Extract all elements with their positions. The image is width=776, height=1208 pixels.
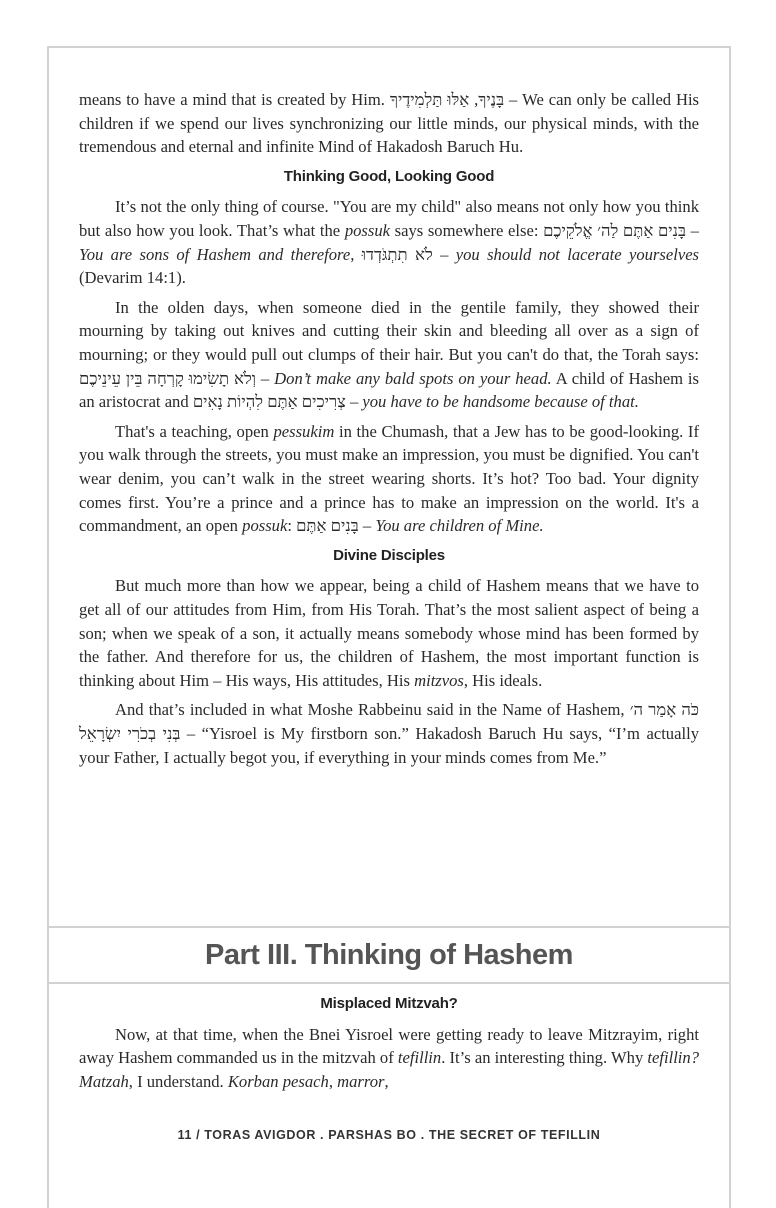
text-run: Now, at that time, when the Bnei Yisroel were getting ready to leave Mitzrayim, right away Hashem commanded us in the mitzvah of [79,1024,699,1068]
text-run: But much more than how we appear, being a child of Hashem means that we have to get all of our attitudes from Him, from His Torah. That’s the most salient aspect of being a son; when we speak of a son, it actually means somebody whose mind has been formed by the father. And therefore for us, the children of Hashem, the most important function is thinking about Him – His ways, His attitudes, His [79,576,699,691]
text-run: – [255,368,275,388]
italic-text: possuk [242,516,288,536]
text-run: – [358,516,376,536]
text-run: It’s not the only thing of course. "You are my child" also means not only how you think but also how you look. That’s what the [79,197,699,241]
hebrew-quote: כֹּה אָמַר ה׳ בְּנִי בְכֹרִי יִשְׂרָאֵל [79,700,700,744]
text-section-part-ii [79,88,699,775]
text-run: . It’s an interesting thing. Why [441,1048,648,1068]
paragraph [79,1023,699,1094]
italic-text: possuk [344,221,390,241]
italic-text: pessukim [273,421,335,441]
italic-text: You are sons of Hashem and therefore, [79,244,362,264]
italic-text: you should not lacerate yourselves [455,244,700,264]
italic-text: mitzvos [414,671,464,691]
italic-text: Don’t make any bald spots on your head. [274,368,552,388]
paragraph [79,296,699,415]
text-run: A child of Hashem is an aristocrat and [79,368,699,412]
text-run: In the olden days, when someone died in the gentile family, they showed their mourning by taking out knives and cutting their skin and bleeding all over as a sign of mourning; or they would pull out clumps of their hair. But you can't do that, the Torah says: [79,297,699,365]
section-heading: Thinking Good, Looking Good [283,167,495,185]
text-run: in the Chumash, that a Jew has to be good-looking. If you walk through the streets, you must make an impression, you must be dignified. You can't wear denim, you can’t walk in the street wearing shorts. It’s hot? Too bad. Your dignity comes first. You’re a prince and a prince has to make an impression on the world. It's a commandment, an open [79,421,699,536]
italic-text: you have to be handsome because of that. [362,392,639,412]
section-heading: Misplaced Mitzvah? [320,995,458,1012]
hebrew-quote: לֹא תִתְגֹּדְדוּ [361,244,433,264]
hebrew-quote: צְרִיכִים אַתֶּם לִהְיוֹת נָאִים [192,392,346,412]
hebrew-quote: בָּנֶיךָ, אַלּוּ תַּלְמִידֶיךָ [389,90,505,109]
part-title-band [49,926,729,984]
text-run: means to have a mind that is created by Him. [79,90,390,109]
part-title: Part III. Thinking of Hashem [205,938,573,971]
text-run: (Devarim 14:1). [79,268,186,288]
text-run: : [287,516,297,536]
text-run: , His ideals. [463,671,543,691]
italic-text: You are children of Mine. [375,516,544,536]
hebrew-quote: בָּנִים אַתֶּם [296,516,359,536]
text-section-part-iii [79,988,699,1099]
text-run: And that’s included in what Moshe Rabbeinu said in the Name of Hashem, [115,700,630,720]
paragraph [79,698,699,769]
page-footer: 11 / TORAS AVIGDOR . PARSHAS BO . THE SECRET OF TEFILLIN [177,1128,601,1142]
text-run: – [432,244,456,264]
text-run: , [384,1072,389,1092]
paragraph [79,88,699,159]
text-run: – “Yisroel is My firstborn son.” Hakadosh Baruch Hu says, “I’m actually your Father, I actually begot you, if everything in your minds comes from Me.” [79,724,699,767]
italic-text: tefillin [397,1048,442,1068]
paragraph [79,420,699,539]
text-run: , [328,1072,338,1092]
italic-text: Korban pesach [227,1072,329,1092]
hebrew-quote: וְלֹא תָשִׂימוּ קָרְחָה בֵּין עֵינֵיכֶם [79,368,256,388]
paragraph [79,574,699,693]
text-run: – We can only be called His children if we spend our lives synchronizing our little minds, our physical minds, with the tremendous and eternal and infinite Mind of Hakadosh Baruch Hu. [79,90,700,157]
text-run: – [345,392,363,412]
text-run: That's a teaching, open [115,421,274,441]
italic-text: marror [337,1072,385,1092]
text-run: – [686,221,699,241]
italic-text: tefillin? Matzah [79,1048,700,1092]
section-heading: Divine Disciples [333,546,445,564]
text-run: , I understand. [128,1072,228,1092]
text-run: says somewhere else: [389,221,544,241]
hebrew-quote: בָּנִים אַתֶּם לַה׳ אֱלֹקֵיכֶם [543,221,687,241]
book-page [47,46,731,1208]
paragraph [79,195,699,290]
